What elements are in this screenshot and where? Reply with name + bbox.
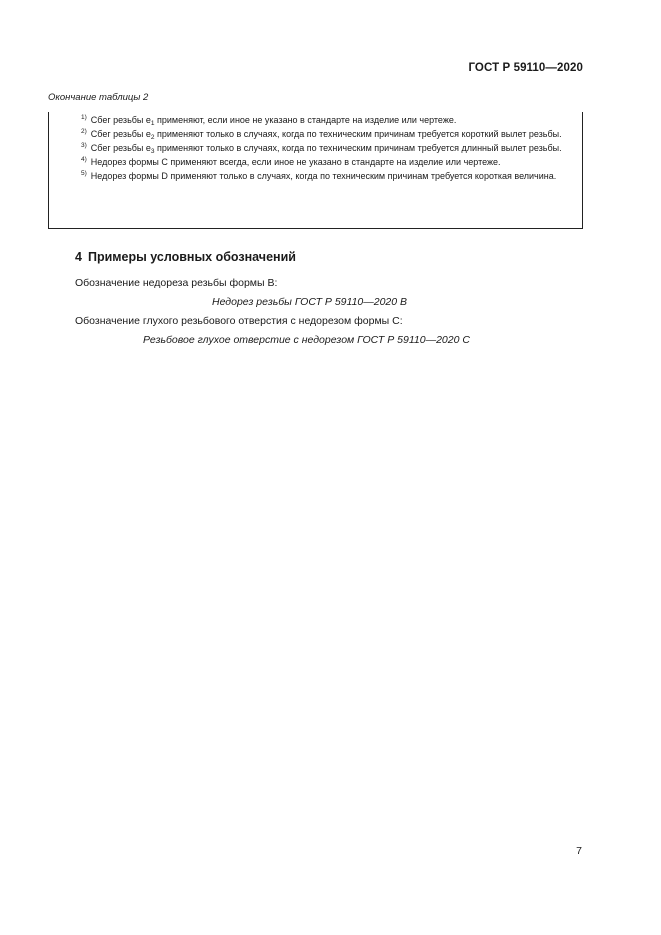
paragraph-blind-hole-designation: Обозначение глухого резьбового отверстия с недорезом формы С:: [75, 315, 403, 327]
footnote-subscript: 1: [150, 120, 155, 127]
example-undercut-designation: Недорез резьбы ГОСТ Р 59110—2020 В: [212, 296, 408, 308]
page-number: 7: [576, 845, 582, 857]
footnote-text: Сбег резьбы e: [90, 115, 151, 125]
footnote-text: Недорез формы C применяют всегда, если иное не указано в стандарте на изделие или чертеже.: [90, 157, 501, 167]
footnote-number: 5): [81, 170, 87, 177]
example-blind-hole-designation: Резьбовое глухое отверстие с недорезом ГОСТ Р 59110—2020 С: [143, 334, 470, 346]
footnote-4: [55, 156, 576, 170]
footnote-text-rest: применяют только в случаях, когда по техническим причинам требуется короткий вылет резьбы.: [154, 129, 562, 139]
footnote-number: 2): [81, 128, 87, 135]
footnote-number: 4): [81, 156, 87, 163]
footnote-number: 1): [81, 114, 87, 121]
table-footnotes: [48, 112, 583, 229]
footnote-text: Сбег резьбы e: [90, 143, 151, 153]
document-header-standard: ГОСТ Р 59110—2020: [468, 62, 583, 74]
footnote-number: 3): [81, 142, 87, 149]
footnote-text: Сбег резьбы e: [90, 129, 151, 139]
section-heading: [75, 250, 296, 264]
footnote-2: [55, 128, 576, 142]
footnote-text-rest: применяют, если иное не указано в стандарте на изделие или чертеже.: [154, 115, 457, 125]
footnote-text-rest: применяют только в случаях, когда по техническим причинам требуется длинный вылет резьбы.: [154, 143, 562, 153]
section-number: 4: [75, 250, 82, 264]
table-caption: Окончание таблицы 2: [48, 92, 149, 103]
footnote-subscript: 3: [150, 148, 155, 155]
footnote-3: [55, 142, 576, 156]
footnote-1: [55, 114, 576, 128]
paragraph-undercut-designation: Обозначение недореза резьбы формы В:: [75, 277, 278, 289]
footnote-text: Недорез формы D применяют только в случаях, когда по техническим причинам требуется короткая величина.: [90, 171, 557, 181]
footnote-subscript: 2: [150, 134, 155, 141]
section-title: Примеры условных обозначений: [87, 250, 296, 264]
footnote-5: [55, 170, 576, 184]
